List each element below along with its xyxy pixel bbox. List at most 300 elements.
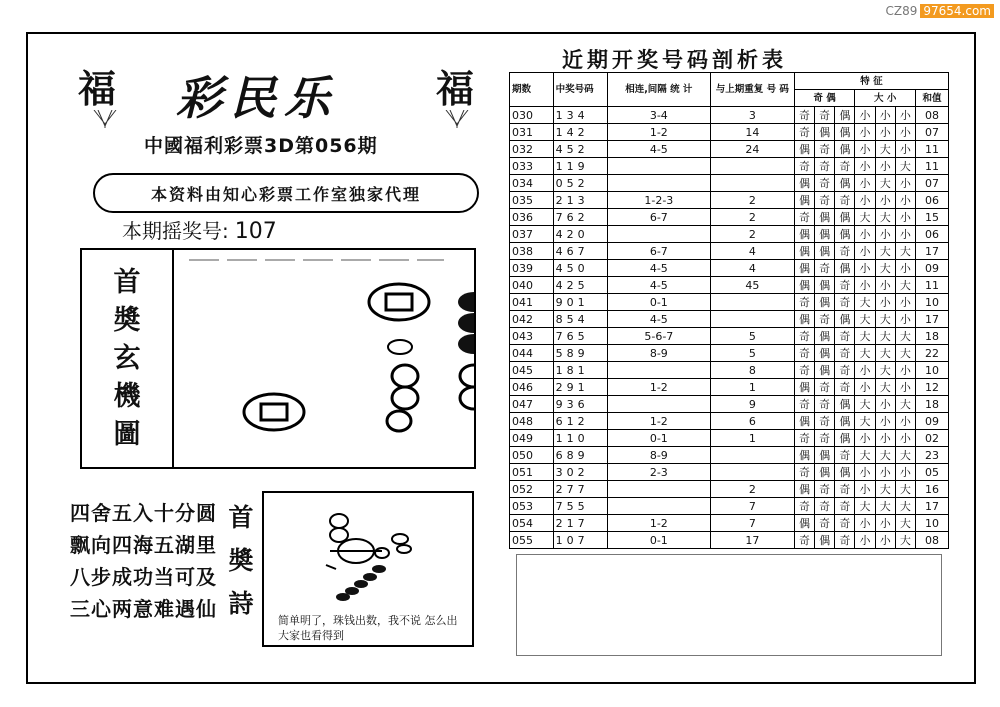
header-oddeven: 奇 偶 — [794, 90, 855, 107]
odd-even-cell: 奇 — [815, 175, 835, 192]
related-cell: 4-5 — [607, 141, 710, 158]
related-cell: 1-2 — [607, 515, 710, 532]
number-cell: 765 — [553, 328, 607, 345]
big-small-cell: 小 — [895, 413, 915, 430]
big-small-cell: 小 — [855, 532, 875, 549]
big-small-cell: 大 — [875, 379, 895, 396]
related-cell: 4-5 — [607, 311, 710, 328]
odd-even-cell: 奇 — [835, 362, 855, 379]
related-cell — [607, 481, 710, 498]
table-row — [510, 175, 949, 192]
odd-even-cell: 奇 — [815, 515, 835, 532]
big-small-cell: 小 — [855, 379, 875, 396]
odd-even-cell: 偶 — [835, 141, 855, 158]
sum-cell: 23 — [915, 447, 948, 464]
big-small-cell: 小 — [875, 532, 895, 549]
issue-cell: 041 — [510, 294, 554, 311]
number-cell: 689 — [553, 447, 607, 464]
sum-cell: 09 — [915, 260, 948, 277]
related-cell: 4-5 — [607, 260, 710, 277]
odd-even-cell: 偶 — [815, 209, 835, 226]
table-row — [510, 107, 949, 124]
odd-even-cell: 偶 — [835, 311, 855, 328]
odd-even-cell: 偶 — [835, 124, 855, 141]
big-small-cell: 大 — [895, 447, 915, 464]
odd-even-cell: 奇 — [835, 158, 855, 175]
issue-cell: 054 — [510, 515, 554, 532]
odd-even-cell: 奇 — [815, 498, 835, 515]
sum-cell: 10 — [915, 294, 948, 311]
odd-even-cell: 偶 — [794, 277, 814, 294]
poem-line: 三心两意难遇仙 — [70, 597, 217, 621]
repeat-cell — [710, 447, 794, 464]
big-small-cell: 大 — [895, 396, 915, 413]
draw-number-label: 本期摇奖号: — [122, 219, 229, 243]
sum-cell: 17 — [915, 311, 948, 328]
odd-even-cell: 偶 — [815, 124, 835, 141]
repeat-cell: 4 — [710, 243, 794, 260]
big-small-cell: 小 — [895, 464, 915, 481]
poem-line: 四舍五入十分圆 — [70, 501, 217, 525]
odd-even-cell: 偶 — [815, 243, 835, 260]
big-small-cell: 小 — [855, 192, 875, 209]
big-small-cell: 小 — [875, 277, 895, 294]
big-small-cell: 小 — [875, 192, 895, 209]
repeat-cell: 24 — [710, 141, 794, 158]
number-cell: 452 — [553, 141, 607, 158]
sum-cell: 10 — [915, 362, 948, 379]
issue-cell: 043 — [510, 328, 554, 345]
big-small-cell: 大 — [895, 515, 915, 532]
odd-even-cell: 奇 — [835, 277, 855, 294]
related-cell: 6-7 — [607, 209, 710, 226]
odd-even-cell: 奇 — [794, 328, 814, 345]
odd-even-cell: 偶 — [835, 396, 855, 413]
odd-even-cell: 奇 — [794, 107, 814, 124]
big-small-cell: 大 — [895, 481, 915, 498]
number-cell: 420 — [553, 226, 607, 243]
table-row — [510, 311, 949, 328]
odd-even-cell: 偶 — [815, 532, 835, 549]
issue-cell: 048 — [510, 413, 554, 430]
big-small-cell: 小 — [855, 515, 875, 532]
poem-drawing — [264, 493, 472, 611]
odd-even-cell: 偶 — [835, 430, 855, 447]
related-cell: 0-1 — [607, 532, 710, 549]
related-cell: 8-9 — [607, 447, 710, 464]
big-small-cell: 小 — [855, 107, 875, 124]
odd-even-cell: 偶 — [794, 226, 814, 243]
poem-label-char: 詩 — [228, 589, 254, 618]
big-small-cell: 大 — [855, 413, 875, 430]
repeat-cell: 6 — [710, 413, 794, 430]
big-small-cell: 小 — [875, 464, 895, 481]
empty-notes-box — [516, 554, 942, 656]
odd-even-cell: 偶 — [815, 447, 835, 464]
issue-cell: 031 — [510, 124, 554, 141]
related-cell — [607, 226, 710, 243]
odd-even-cell: 奇 — [835, 515, 855, 532]
issue-cell: 038 — [510, 243, 554, 260]
odd-even-cell: 偶 — [815, 362, 835, 379]
repeat-cell: 3 — [710, 107, 794, 124]
related-cell — [607, 498, 710, 515]
table-row — [510, 260, 949, 277]
table-row — [510, 362, 949, 379]
poem-line: 飘向四海五湖里 — [70, 533, 217, 557]
big-small-cell: 大 — [875, 243, 895, 260]
odd-even-cell: 奇 — [835, 481, 855, 498]
sum-cell: 08 — [915, 107, 948, 124]
repeat-cell: 7 — [710, 515, 794, 532]
big-small-cell: 小 — [875, 413, 895, 430]
related-cell: 8-9 — [607, 345, 710, 362]
puzzle-box — [80, 248, 476, 469]
odd-even-cell: 奇 — [794, 362, 814, 379]
sum-cell: 18 — [915, 396, 948, 413]
number-cell: 052 — [553, 175, 607, 192]
number-cell: 302 — [553, 464, 607, 481]
issue-cell: 051 — [510, 464, 554, 481]
odd-even-cell: 偶 — [835, 464, 855, 481]
sum-cell: 06 — [915, 226, 948, 243]
sum-cell: 08 — [915, 532, 948, 549]
issue-cell: 033 — [510, 158, 554, 175]
issue-cell: 055 — [510, 532, 554, 549]
number-cell: 589 — [553, 345, 607, 362]
poem-picture-box — [262, 491, 474, 647]
sum-cell: 05 — [915, 464, 948, 481]
odd-even-cell: 偶 — [794, 413, 814, 430]
repeat-cell: 2 — [710, 481, 794, 498]
odd-even-cell: 偶 — [794, 192, 814, 209]
big-small-cell: 大 — [895, 243, 915, 260]
table-row — [510, 430, 949, 447]
issue-cell: 049 — [510, 430, 554, 447]
number-cell: 181 — [553, 362, 607, 379]
issue-cell: 037 — [510, 226, 554, 243]
related-cell: 5-6-7 — [607, 328, 710, 345]
odd-even-cell: 偶 — [835, 226, 855, 243]
odd-even-cell: 奇 — [835, 379, 855, 396]
issue-cell: 052 — [510, 481, 554, 498]
related-cell — [607, 396, 710, 413]
repeat-cell — [710, 158, 794, 175]
big-small-cell: 小 — [895, 311, 915, 328]
odd-even-cell: 奇 — [835, 328, 855, 345]
table-row — [510, 277, 949, 294]
big-small-cell: 大 — [875, 311, 895, 328]
odd-even-cell: 奇 — [835, 532, 855, 549]
big-small-cell: 小 — [895, 379, 915, 396]
agency-banner: 本资料由知心彩票工作室独家代理 — [93, 173, 479, 213]
puzzle-label-char: 圖 — [113, 419, 141, 450]
sum-cell: 11 — [915, 277, 948, 294]
header-issue: 期数 — [510, 73, 554, 107]
puzzle-label — [82, 264, 172, 454]
related-cell — [607, 362, 710, 379]
issue-cell: 039 — [510, 260, 554, 277]
issue-cell: 034 — [510, 175, 554, 192]
table-row — [510, 396, 949, 413]
big-small-cell: 小 — [855, 226, 875, 243]
odd-even-cell: 偶 — [794, 260, 814, 277]
repeat-cell: 5 — [710, 345, 794, 362]
big-small-cell: 小 — [875, 294, 895, 311]
big-small-cell: 小 — [855, 362, 875, 379]
big-small-cell: 小 — [875, 107, 895, 124]
related-cell — [607, 175, 710, 192]
poem-label-char: 奬 — [228, 546, 254, 575]
number-cell: 142 — [553, 124, 607, 141]
big-small-cell: 大 — [875, 209, 895, 226]
related-cell: 3-4 — [607, 107, 710, 124]
big-small-cell: 小 — [875, 158, 895, 175]
table-row — [510, 379, 949, 396]
big-small-cell: 小 — [875, 396, 895, 413]
big-small-cell: 小 — [855, 243, 875, 260]
big-small-cell: 小 — [855, 277, 875, 294]
big-small-cell: 大 — [895, 498, 915, 515]
odd-even-cell: 奇 — [835, 243, 855, 260]
poem-line: 八步成功当可及 — [70, 565, 217, 589]
table-title: 近期开奖号码剖析表 — [562, 48, 787, 72]
number-cell: 217 — [553, 515, 607, 532]
table-row — [510, 209, 949, 226]
page-title: 彩民乐 — [176, 71, 338, 125]
sum-cell: 07 — [915, 124, 948, 141]
poem-caption: 简单明了，珠钱出数，我不说 怎么出大家也看得到 — [278, 614, 458, 642]
puzzle-label-char: 奬 — [113, 305, 141, 336]
odd-even-cell: 奇 — [794, 209, 814, 226]
odd-even-cell: 奇 — [794, 498, 814, 515]
fu-character-right: 福 — [436, 66, 475, 111]
sum-cell: 11 — [915, 141, 948, 158]
number-cell: 291 — [553, 379, 607, 396]
table-row — [510, 413, 949, 430]
related-cell: 4-5 — [607, 277, 710, 294]
header-bigsmall: 大 小 — [855, 90, 916, 107]
big-small-cell: 大 — [855, 345, 875, 362]
related-cell: 1-2 — [607, 413, 710, 430]
sum-cell: 07 — [915, 175, 948, 192]
odd-even-cell: 奇 — [815, 396, 835, 413]
big-small-cell: 小 — [855, 175, 875, 192]
big-small-cell: 大 — [875, 345, 895, 362]
repeat-cell: 17 — [710, 532, 794, 549]
odd-even-cell: 奇 — [815, 158, 835, 175]
number-cell: 450 — [553, 260, 607, 277]
repeat-cell — [710, 311, 794, 328]
odd-even-cell: 偶 — [794, 515, 814, 532]
odd-even-cell: 偶 — [835, 175, 855, 192]
odd-even-cell: 奇 — [794, 294, 814, 311]
big-small-cell: 大 — [875, 447, 895, 464]
odd-even-cell: 偶 — [835, 260, 855, 277]
sum-cell: 12 — [915, 379, 948, 396]
sum-cell: 09 — [915, 413, 948, 430]
odd-even-cell: 奇 — [815, 192, 835, 209]
number-cell: 107 — [553, 532, 607, 549]
watermark-code: CZ89 — [885, 4, 918, 18]
odd-even-cell: 奇 — [794, 430, 814, 447]
issue-cell: 035 — [510, 192, 554, 209]
table-row — [510, 328, 949, 345]
odd-even-cell: 偶 — [815, 464, 835, 481]
sum-cell: 11 — [915, 158, 948, 175]
related-cell — [607, 158, 710, 175]
sum-cell: 06 — [915, 192, 948, 209]
watermark-site: 97654.com — [920, 4, 994, 18]
repeat-cell: 2 — [710, 226, 794, 243]
big-small-cell: 小 — [895, 294, 915, 311]
header-feature: 特 征 — [794, 73, 948, 90]
sum-cell: 15 — [915, 209, 948, 226]
related-cell: 0-1 — [607, 430, 710, 447]
related-cell: 1-2 — [607, 124, 710, 141]
repeat-cell: 5 — [710, 328, 794, 345]
issue-cell: 044 — [510, 345, 554, 362]
number-cell: 762 — [553, 209, 607, 226]
analysis-table — [509, 72, 949, 549]
issue-cell: 046 — [510, 379, 554, 396]
puzzle-label-char: 機 — [113, 381, 141, 412]
big-small-cell: 小 — [895, 175, 915, 192]
big-small-cell: 大 — [855, 328, 875, 345]
odd-even-cell: 偶 — [815, 277, 835, 294]
repeat-cell — [710, 294, 794, 311]
odd-even-cell: 偶 — [835, 107, 855, 124]
repeat-cell — [710, 175, 794, 192]
number-cell: 901 — [553, 294, 607, 311]
issue-cell: 047 — [510, 396, 554, 413]
big-small-cell: 小 — [855, 481, 875, 498]
odd-even-cell: 偶 — [815, 345, 835, 362]
big-small-cell: 小 — [855, 124, 875, 141]
big-small-cell: 大 — [875, 362, 895, 379]
odd-even-cell: 奇 — [815, 379, 835, 396]
big-small-cell: 大 — [875, 260, 895, 277]
big-small-cell: 小 — [875, 226, 895, 243]
odd-even-cell: 偶 — [794, 379, 814, 396]
related-cell: 1-2-3 — [607, 192, 710, 209]
table-row — [510, 498, 949, 515]
sum-cell: 17 — [915, 243, 948, 260]
issue-cell: 030 — [510, 107, 554, 124]
table-row — [510, 294, 949, 311]
table-row — [510, 192, 949, 209]
header-related: 相连,间隔 统 计 — [607, 73, 710, 107]
issue-cell: 036 — [510, 209, 554, 226]
odd-even-cell: 奇 — [835, 192, 855, 209]
issue-cell: 053 — [510, 498, 554, 515]
sum-cell: 02 — [915, 430, 948, 447]
puzzle-label-char: 玄 — [113, 343, 141, 374]
sum-cell: 10 — [915, 515, 948, 532]
header-sum: 和值 — [915, 90, 948, 107]
issue-cell: 045 — [510, 362, 554, 379]
number-cell: 277 — [553, 481, 607, 498]
big-small-cell: 小 — [895, 141, 915, 158]
table-row — [510, 345, 949, 362]
odd-even-cell: 奇 — [835, 447, 855, 464]
repeat-cell: 14 — [710, 124, 794, 141]
odd-even-cell: 奇 — [794, 158, 814, 175]
big-small-cell: 小 — [855, 260, 875, 277]
related-cell: 0-1 — [607, 294, 710, 311]
repeat-cell: 4 — [710, 260, 794, 277]
odd-even-cell: 奇 — [815, 481, 835, 498]
big-small-cell: 小 — [895, 124, 915, 141]
repeat-cell: 1 — [710, 379, 794, 396]
repeat-cell: 45 — [710, 277, 794, 294]
puzzle-drawing — [174, 250, 474, 467]
big-small-cell: 小 — [895, 430, 915, 447]
big-small-cell: 大 — [855, 447, 875, 464]
odd-even-cell: 奇 — [815, 141, 835, 158]
odd-even-cell: 奇 — [794, 124, 814, 141]
repeat-cell: 8 — [710, 362, 794, 379]
odd-even-cell: 偶 — [794, 447, 814, 464]
odd-even-cell: 偶 — [835, 413, 855, 430]
big-small-cell: 大 — [855, 311, 875, 328]
table-row — [510, 124, 949, 141]
big-small-cell: 小 — [895, 362, 915, 379]
sum-cell: 22 — [915, 345, 948, 362]
header-number: 中奖号码 — [553, 73, 607, 107]
odd-even-cell: 偶 — [794, 243, 814, 260]
odd-even-cell: 偶 — [815, 294, 835, 311]
odd-even-cell: 奇 — [835, 498, 855, 515]
big-small-cell: 大 — [895, 532, 915, 549]
related-cell: 2-3 — [607, 464, 710, 481]
big-small-cell: 小 — [855, 141, 875, 158]
big-small-cell: 大 — [895, 277, 915, 294]
odd-even-cell: 奇 — [835, 294, 855, 311]
odd-even-cell: 奇 — [815, 260, 835, 277]
tassel-icon-left — [92, 110, 118, 128]
odd-even-cell: 偶 — [815, 328, 835, 345]
odd-even-cell: 奇 — [815, 311, 835, 328]
big-small-cell: 小 — [895, 107, 915, 124]
number-cell: 119 — [553, 158, 607, 175]
issue-subtitle: 中國福利彩票3D第056期 — [144, 135, 378, 157]
table-row — [510, 141, 949, 158]
odd-even-cell: 偶 — [815, 226, 835, 243]
number-cell: 425 — [553, 277, 607, 294]
big-small-cell: 大 — [855, 209, 875, 226]
number-cell: 110 — [553, 430, 607, 447]
big-small-cell: 小 — [855, 430, 875, 447]
table-row — [510, 481, 949, 498]
big-small-cell: 小 — [895, 260, 915, 277]
big-small-cell: 大 — [875, 481, 895, 498]
big-small-cell: 小 — [855, 158, 875, 175]
odd-even-cell: 奇 — [815, 430, 835, 447]
odd-even-cell: 偶 — [794, 481, 814, 498]
odd-even-cell: 偶 — [794, 311, 814, 328]
repeat-cell — [710, 464, 794, 481]
odd-even-cell: 奇 — [794, 532, 814, 549]
big-small-cell: 大 — [895, 345, 915, 362]
number-cell: 612 — [553, 413, 607, 430]
draw-number: 107 — [234, 219, 277, 244]
odd-even-cell: 奇 — [835, 345, 855, 362]
odd-even-cell: 奇 — [794, 345, 814, 362]
big-small-cell: 小 — [875, 430, 895, 447]
table-row — [510, 158, 949, 175]
odd-even-cell: 偶 — [794, 141, 814, 158]
